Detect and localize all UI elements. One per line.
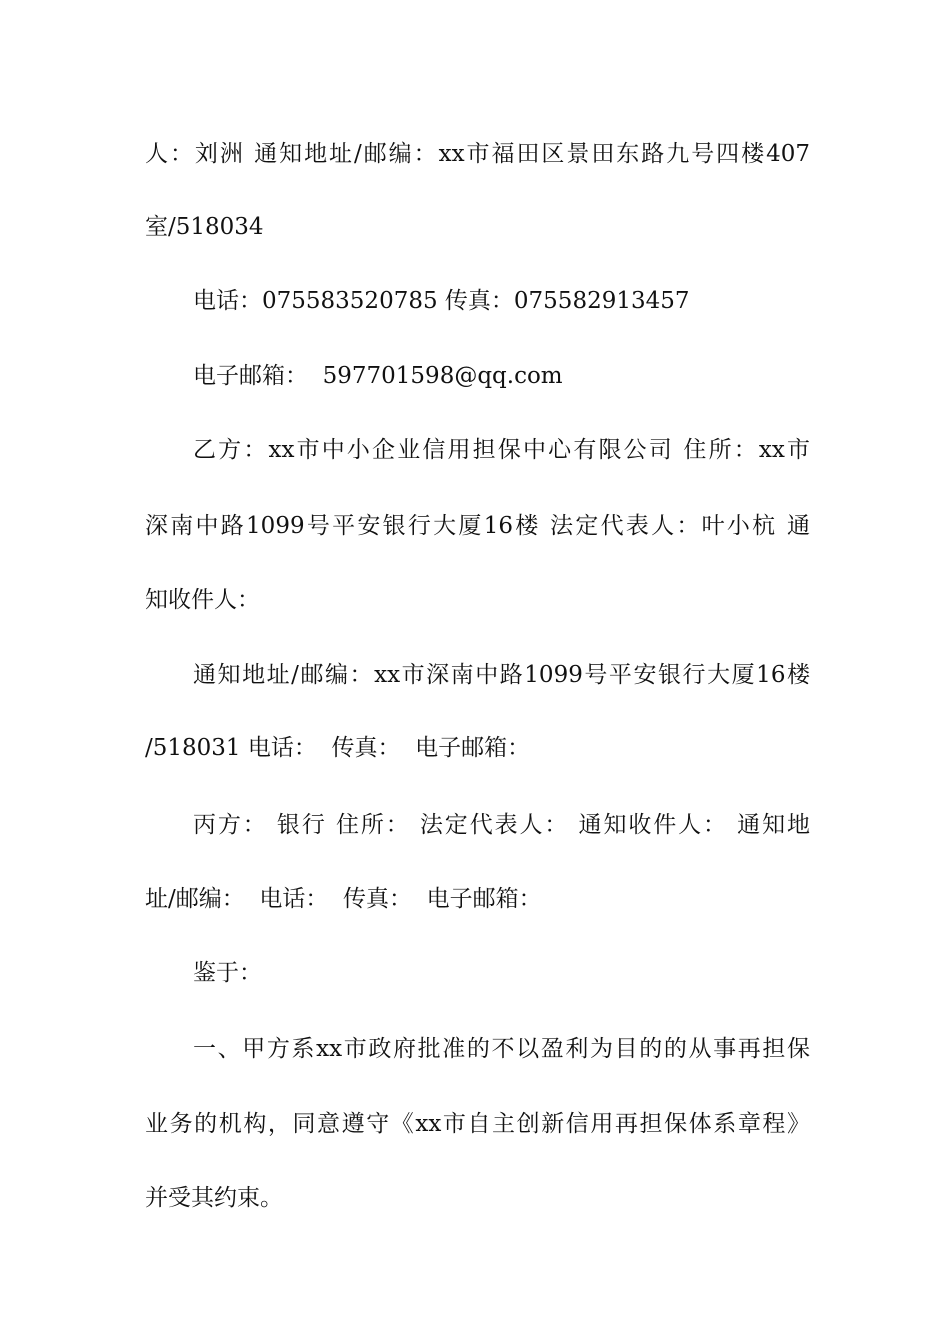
- text-line-postcode: 室/518034: [145, 214, 264, 240]
- text-line-party-c-contacts: 址/邮编： 电话： 传真： 电子邮箱：: [145, 886, 542, 912]
- text-line-party-b-contacts: /518031 电话： 传真： 电子邮箱：: [145, 735, 531, 761]
- text-line-clause-1-cont: 业务的机构，同意遵守《xx市自主创新信用再担保体系章程》: [145, 1111, 810, 1137]
- text-line-party-b-address: 深南中路1099号平安银行大厦16楼 法定代表人：叶小杭 通: [145, 513, 810, 539]
- text-line-party-b-recipient: 知收件人：: [145, 587, 260, 613]
- text-line-party-c: 丙方： 银行 住所： 法定代表人： 通知收件人： 通知地: [193, 812, 810, 838]
- text-line-phone-fax: 电话：075583520785 传真：075582913457: [193, 288, 690, 314]
- text-line-contact-address: 人：刘洲 通知地址/邮编：xx市福田区景田东路九号四楼407: [145, 141, 810, 167]
- text-line-party-b: 乙方：xx市中小企业信用担保中心有限公司 住所：xx市: [193, 437, 810, 463]
- text-line-email: 电子邮箱： 597701598@qq.com: [193, 363, 563, 389]
- text-line-whereas: 鉴于：: [193, 960, 262, 986]
- text-line-party-b-notice-address: 通知地址/邮编：xx市深南中路1099号平安银行大厦16楼: [193, 662, 810, 688]
- text-line-clause-1: 一、甲方系xx市政府批准的不以盈利为目的的从事再担保: [193, 1036, 810, 1062]
- text-line-clause-1-end: 并受其约束。: [145, 1185, 283, 1211]
